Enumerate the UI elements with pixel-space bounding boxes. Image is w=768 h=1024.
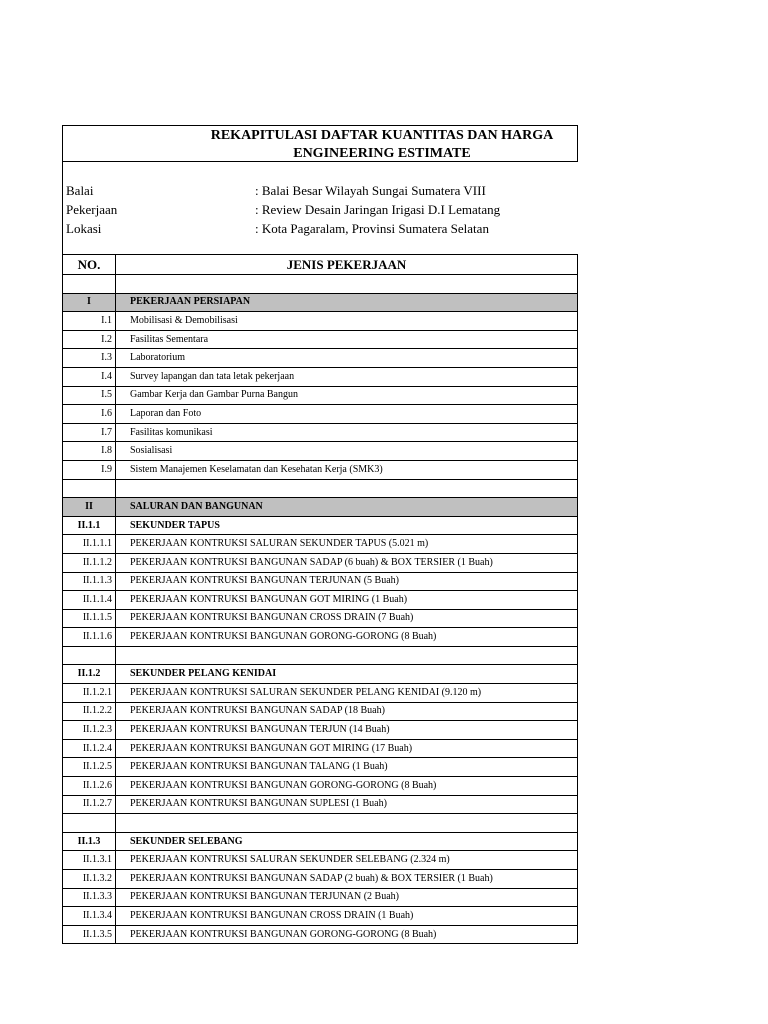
table-row xyxy=(63,572,578,591)
item-number: I.3 xyxy=(63,349,116,368)
item-description: PEKERJAAN PERSIAPAN xyxy=(116,293,578,312)
item-description: PEKERJAAN KONTRUKSI BANGUNAN TALANG (1 Buah) xyxy=(116,758,578,777)
item-description: Laporan dan Foto xyxy=(116,405,578,424)
item-description: PEKERJAAN KONTRUKSI BANGUNAN SADAP (2 buah) & BOX TERSIER (1 Buah) xyxy=(116,870,578,889)
item-number: I xyxy=(63,293,116,312)
item-description: PEKERJAAN KONTRUKSI BANGUNAN TERJUN (14 Buah) xyxy=(116,721,578,740)
item-description: PEKERJAAN KONTRUKSI BANGUNAN GOT MIRING (17 Buah) xyxy=(116,739,578,758)
table-row xyxy=(63,460,578,479)
info-value: : Balai Besar Wilayah Sungai Sumatera VIII xyxy=(255,183,486,198)
item-description: PEKERJAAN KONTRUKSI BANGUNAN TERJUNAN (2 Buah) xyxy=(116,888,578,907)
item-number: II.1.1.6 xyxy=(63,628,116,647)
item-description: SEKUNDER SELEBANG xyxy=(116,832,578,851)
item-number: II.1.1.5 xyxy=(63,609,116,628)
table-row xyxy=(63,367,578,386)
table-row xyxy=(63,888,578,907)
info-value: : Kota Pagaralam, Provinsi Sumatera Selatan xyxy=(255,221,489,236)
info-label: Balai xyxy=(66,183,94,198)
item-description: PEKERJAAN KONTRUKSI BANGUNAN GORONG-GORONG (8 Buah) xyxy=(116,777,578,796)
item-number: II.1.2 xyxy=(63,665,116,684)
table-header-row xyxy=(63,255,578,275)
item-description: PEKERJAAN KONTRUKSI BANGUNAN CROSS DRAIN (1 Buah) xyxy=(116,907,578,926)
item-description: Sistem Manajemen Keselamatan dan Kesehatan Kerja (SMK3) xyxy=(116,460,578,479)
info-row-pekerjaan xyxy=(63,200,578,219)
column-header-no: NO. xyxy=(63,255,116,275)
item-number: II.1.3.2 xyxy=(63,870,116,889)
table-row xyxy=(63,423,578,442)
item-number: I.5 xyxy=(63,386,116,405)
item-number: II.1.1.4 xyxy=(63,591,116,610)
subsection-row xyxy=(63,516,578,535)
item-number: II xyxy=(63,498,116,517)
item-number: II.1.3.1 xyxy=(63,851,116,870)
item-description: PEKERJAAN KONTRUKSI SALURAN SEKUNDER PELANG KENIDAI (9.120 m) xyxy=(116,684,578,703)
item-description: Survey lapangan dan tata letak pekerjaan xyxy=(116,367,578,386)
item-number: II.1.2.5 xyxy=(63,758,116,777)
blank-row xyxy=(63,479,578,498)
item-number xyxy=(63,814,116,833)
item-number: II.1.1 xyxy=(63,516,116,535)
item-number: II.1.3.4 xyxy=(63,907,116,926)
item-description xyxy=(116,814,578,833)
item-number: II.1.3 xyxy=(63,832,116,851)
table-row xyxy=(63,609,578,628)
item-number xyxy=(63,275,116,294)
table-row xyxy=(63,907,578,926)
item-description: Mobilisasi & Demobilisasi xyxy=(116,312,578,331)
table-row xyxy=(63,535,578,554)
item-number: II.1.1.3 xyxy=(63,572,116,591)
item-description xyxy=(116,275,578,294)
item-description: PEKERJAAN KONTRUKSI SALURAN SEKUNDER TAPUS (5.021 m) xyxy=(116,535,578,554)
blank-row xyxy=(63,814,578,833)
table-row xyxy=(63,330,578,349)
table-row xyxy=(63,795,578,814)
info-label: Lokasi xyxy=(66,221,102,236)
item-number: I.2 xyxy=(63,330,116,349)
info-value: : Review Desain Jaringan Irigasi D.I Lematang xyxy=(255,202,501,217)
subsection-row xyxy=(63,832,578,851)
item-description: SEKUNDER PELANG KENIDAI xyxy=(116,665,578,684)
item-description: Laboratorium xyxy=(116,349,578,368)
item-number: II.1.3.3 xyxy=(63,888,116,907)
item-number xyxy=(63,646,116,665)
item-description: Sosialisasi xyxy=(116,442,578,461)
item-description: PEKERJAAN KONTRUKSI SALURAN SEKUNDER SELEBANG (2.324 m) xyxy=(116,851,578,870)
column-header-jenis: JENIS PEKERJAAN xyxy=(116,255,578,275)
item-number: II.1.3.5 xyxy=(63,925,116,944)
item-description: SALURAN DAN BANGUNAN xyxy=(116,498,578,517)
item-description: Fasilitas Sementara xyxy=(116,330,578,349)
item-number: I.1 xyxy=(63,312,116,331)
item-description: PEKERJAAN KONTRUKSI BANGUNAN SUPLESI (1 Buah) xyxy=(116,795,578,814)
project-info xyxy=(62,162,578,254)
item-number xyxy=(63,479,116,498)
item-description: PEKERJAAN KONTRUKSI BANGUNAN CROSS DRAIN (7 Buah) xyxy=(116,609,578,628)
item-number: II.1.1.2 xyxy=(63,553,116,572)
item-description: PEKERJAAN KONTRUKSI BANGUNAN TERJUNAN (5 Buah) xyxy=(116,572,578,591)
item-number: II.1.2.1 xyxy=(63,684,116,703)
table-row xyxy=(63,442,578,461)
item-description: PEKERJAAN KONTRUKSI BANGUNAN GOT MIRING (1 Buah) xyxy=(116,591,578,610)
section-row xyxy=(63,293,578,312)
item-number: I.8 xyxy=(63,442,116,461)
title-line-2: ENGINEERING ESTIMATE xyxy=(293,146,471,161)
document-sheet xyxy=(62,125,578,944)
table-row xyxy=(63,851,578,870)
table-row xyxy=(63,702,578,721)
table-row xyxy=(63,405,578,424)
info-row-balai xyxy=(63,181,578,200)
item-number: II.1.2.6 xyxy=(63,777,116,796)
table-row xyxy=(63,739,578,758)
item-description: PEKERJAAN KONTRUKSI BANGUNAN SADAP (6 buah) & BOX TERSIER (1 Buah) xyxy=(116,553,578,572)
item-number: II.1.2.7 xyxy=(63,795,116,814)
table-row xyxy=(63,553,578,572)
item-number: II.1.2.3 xyxy=(63,721,116,740)
section-row xyxy=(63,498,578,517)
table-row xyxy=(63,684,578,703)
table-row xyxy=(63,349,578,368)
item-number: II.1.1.1 xyxy=(63,535,116,554)
table-row xyxy=(63,312,578,331)
table-row xyxy=(63,777,578,796)
item-description: Gambar Kerja dan Gambar Purna Bangun xyxy=(116,386,578,405)
table-body xyxy=(63,275,578,944)
table-row xyxy=(63,758,578,777)
table-row xyxy=(63,591,578,610)
item-number: I.6 xyxy=(63,405,116,424)
item-number: I.7 xyxy=(63,423,116,442)
subsection-row xyxy=(63,665,578,684)
document-title xyxy=(62,125,578,162)
item-description: SEKUNDER TAPUS xyxy=(116,516,578,535)
table-row xyxy=(63,628,578,647)
table-row xyxy=(63,721,578,740)
table-row xyxy=(63,925,578,944)
info-row-lokasi xyxy=(63,219,578,238)
item-description: Fasilitas komunikasi xyxy=(116,423,578,442)
item-description: PEKERJAAN KONTRUKSI BANGUNAN GORONG-GORONG (8 Buah) xyxy=(116,628,578,647)
item-description xyxy=(116,479,578,498)
item-description: PEKERJAAN KONTRUKSI BANGUNAN GORONG-GORONG (8 Buah) xyxy=(116,925,578,944)
title-line-1: REKAPITULASI DAFTAR KUANTITAS DAN HARGA xyxy=(210,128,554,143)
item-description xyxy=(116,646,578,665)
item-number: I.9 xyxy=(63,460,116,479)
item-description: PEKERJAAN KONTRUKSI BANGUNAN SADAP (18 Buah) xyxy=(116,702,578,721)
item-number: II.1.2.4 xyxy=(63,739,116,758)
blank-row xyxy=(63,646,578,665)
work-items-table xyxy=(62,254,578,944)
table-row xyxy=(63,386,578,405)
item-number: II.1.2.2 xyxy=(63,702,116,721)
blank-row xyxy=(63,275,578,294)
info-label: Pekerjaan xyxy=(66,202,118,217)
item-number: I.4 xyxy=(63,367,116,386)
table-row xyxy=(63,870,578,889)
